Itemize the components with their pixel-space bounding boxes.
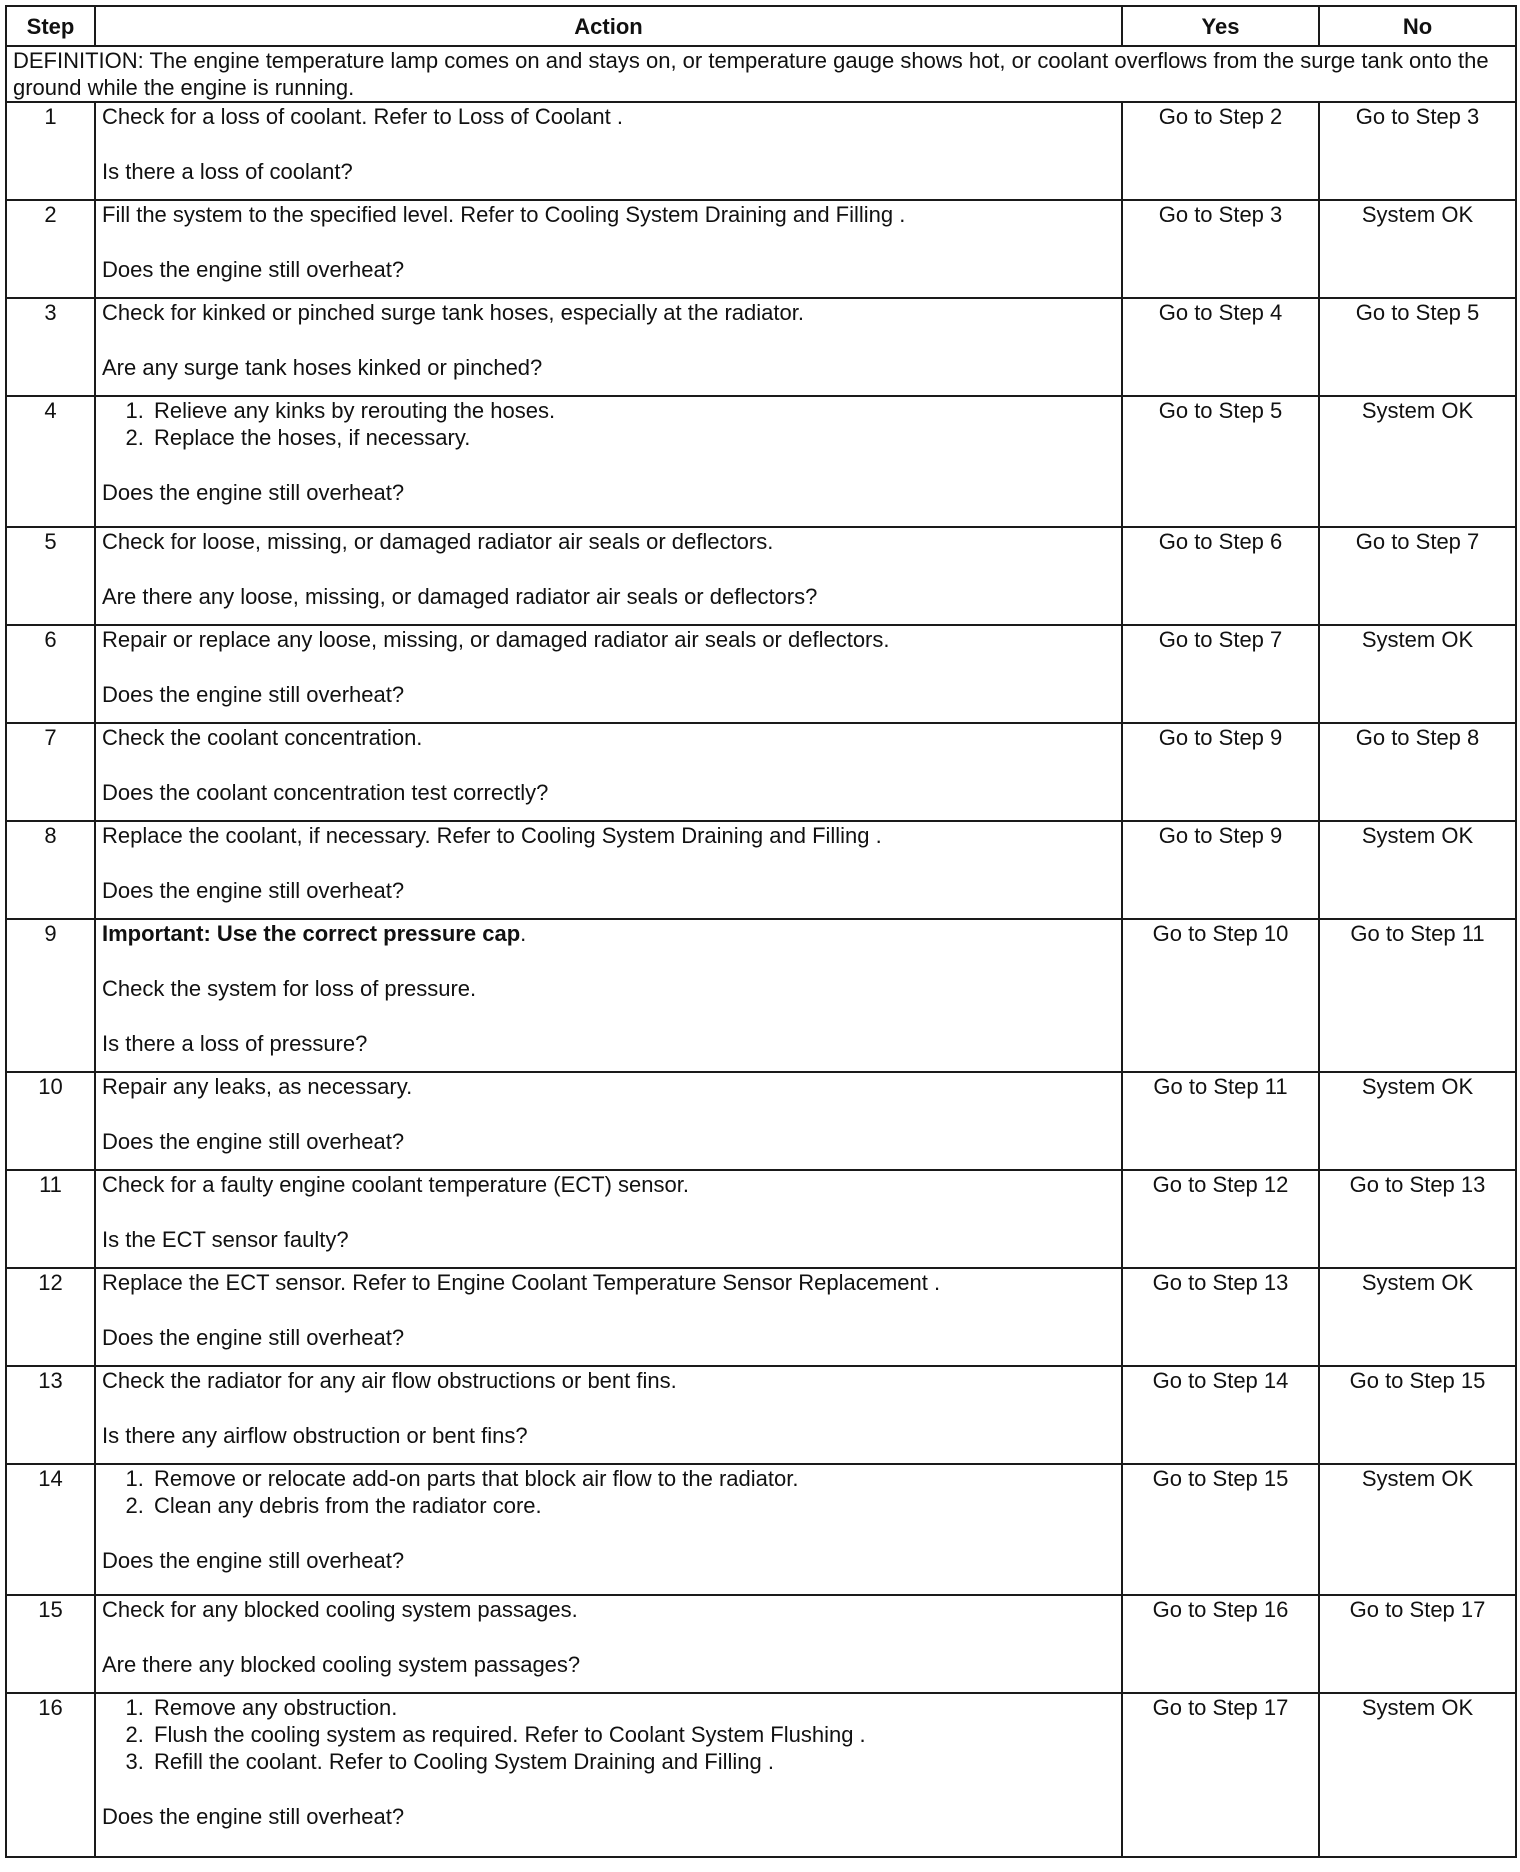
no-result: Go to Step 3 — [1319, 102, 1516, 200]
yes-result: Go to Step 9 — [1122, 723, 1319, 821]
action-cell — [95, 1693, 1122, 1857]
table-row — [6, 396, 1516, 527]
spacer — [102, 326, 1115, 354]
action-question: Are there any loose, missing, or damaged radiator air seals or deflectors? — [102, 584, 818, 609]
spacer — [102, 1002, 1115, 1030]
step-number: 2 — [6, 200, 95, 298]
action-question: Is there any airflow obstruction or bent fins? — [102, 1423, 528, 1448]
action-list-item: 2. Replace the hoses, if necessary. — [150, 424, 1115, 451]
action-question: Does the engine still overheat? — [102, 1548, 405, 1573]
table-row — [6, 1464, 1516, 1595]
spacer — [102, 1775, 1115, 1803]
spacer — [102, 1623, 1115, 1651]
action-question: Does the engine still overheat? — [102, 1804, 405, 1829]
action-list — [102, 397, 1115, 451]
table-row — [6, 1595, 1516, 1693]
spacer — [102, 451, 1115, 479]
spacer — [102, 130, 1115, 158]
table-row — [6, 723, 1516, 821]
no-result: System OK — [1319, 1464, 1516, 1595]
step-number: 10 — [6, 1072, 95, 1170]
table-row — [6, 919, 1516, 1072]
table-row — [6, 1072, 1516, 1170]
step-number: 16 — [6, 1693, 95, 1857]
step-number: 3 — [6, 298, 95, 396]
header-no: No — [1319, 6, 1516, 46]
action-cell — [95, 1464, 1122, 1595]
yes-result: Go to Step 2 — [1122, 102, 1319, 200]
action-question: Does the engine still overheat? — [102, 1325, 405, 1350]
table-row — [6, 1170, 1516, 1268]
important-note-end: . — [520, 921, 527, 946]
action-list-item: 2. Flush the cooling system as required. Refer to Coolant System Flushing . — [150, 1721, 1115, 1748]
table-row — [6, 527, 1516, 625]
action-instruction: Check for a faulty engine coolant temperature (ECT) sensor. — [102, 1172, 689, 1197]
spacer — [102, 849, 1115, 877]
header-step: Step — [6, 6, 95, 46]
action-question: Does the engine still overheat? — [102, 1129, 405, 1154]
action-question: Is there a loss of coolant? — [102, 159, 353, 184]
action-instruction: Repair or replace any loose, missing, or damaged radiator air seals or deflectors. — [102, 627, 890, 652]
action-question: Is there a loss of pressure? — [102, 1031, 368, 1056]
action-list-item: 1. Relieve any kinks by rerouting the hoses. — [150, 397, 1115, 424]
no-result: Go to Step 17 — [1319, 1595, 1516, 1693]
action-instruction: Check for any blocked cooling system passages. — [102, 1597, 578, 1622]
action-cell — [95, 527, 1122, 625]
step-number: 5 — [6, 527, 95, 625]
step-number: 14 — [6, 1464, 95, 1595]
header-row — [6, 6, 1516, 46]
spacer — [102, 1198, 1115, 1226]
yes-result: Go to Step 16 — [1122, 1595, 1319, 1693]
action-list — [102, 1694, 1115, 1775]
no-result: Go to Step 15 — [1319, 1366, 1516, 1464]
yes-result: Go to Step 15 — [1122, 1464, 1319, 1595]
step-number: 4 — [6, 396, 95, 527]
spacer — [102, 1100, 1115, 1128]
no-result: Go to Step 7 — [1319, 527, 1516, 625]
table-row — [6, 200, 1516, 298]
step-number: 6 — [6, 625, 95, 723]
action-instruction: Check for a loss of coolant. Refer to Loss of Coolant . — [102, 104, 623, 129]
no-result: System OK — [1319, 821, 1516, 919]
action-question: Does the coolant concentration test correctly? — [102, 780, 549, 805]
action-cell — [95, 919, 1122, 1072]
no-result: System OK — [1319, 1693, 1516, 1857]
spacer — [102, 228, 1115, 256]
no-result: Go to Step 11 — [1319, 919, 1516, 1072]
yes-result: Go to Step 14 — [1122, 1366, 1319, 1464]
action-cell — [95, 1268, 1122, 1366]
action-instruction: Check the coolant concentration. — [102, 725, 423, 750]
action-cell — [95, 723, 1122, 821]
action-list-item: 3. Refill the coolant. Refer to Cooling System Draining and Filling . — [150, 1748, 1115, 1775]
action-instruction: Check the radiator for any air flow obstructions or bent fins. — [102, 1368, 677, 1393]
step-number: 7 — [6, 723, 95, 821]
action-cell — [95, 396, 1122, 527]
no-result: Go to Step 8 — [1319, 723, 1516, 821]
action-question: Are there any blocked cooling system passages? — [102, 1652, 581, 1677]
table-row — [6, 821, 1516, 919]
step-number: 12 — [6, 1268, 95, 1366]
no-result: Go to Step 13 — [1319, 1170, 1516, 1268]
action-cell — [95, 1170, 1122, 1268]
diagnostic-table-container — [5, 5, 1517, 1858]
action-question: Does the engine still overheat? — [102, 878, 405, 903]
action-instruction: Check for loose, missing, or damaged radiator air seals or deflectors. — [102, 529, 774, 554]
action-cell — [95, 1072, 1122, 1170]
step-number: 8 — [6, 821, 95, 919]
action-instruction: Replace the ECT sensor. Refer to Engine Coolant Temperature Sensor Replacement . — [102, 1270, 941, 1295]
action-cell — [95, 821, 1122, 919]
yes-result: Go to Step 17 — [1122, 1693, 1319, 1857]
spacer — [102, 1519, 1115, 1547]
step-number: 11 — [6, 1170, 95, 1268]
step-number: 1 — [6, 102, 95, 200]
action-cell — [95, 1366, 1122, 1464]
yes-result: Go to Step 12 — [1122, 1170, 1319, 1268]
yes-result: Go to Step 6 — [1122, 527, 1319, 625]
table-row — [6, 1366, 1516, 1464]
spacer — [102, 1296, 1115, 1324]
action-list-item: 1. Remove any obstruction. — [150, 1694, 1115, 1721]
important-note-text: Important: Use the correct pressure cap — [102, 921, 521, 946]
spacer — [102, 555, 1115, 583]
no-result: System OK — [1319, 1072, 1516, 1170]
no-result: System OK — [1319, 1268, 1516, 1366]
yes-result: Go to Step 9 — [1122, 821, 1319, 919]
table-row — [6, 1693, 1516, 1857]
action-list-item: 1. Remove or relocate add-on parts that block air flow to the radiator. — [150, 1465, 1115, 1492]
no-result: System OK — [1319, 625, 1516, 723]
spacer — [102, 653, 1115, 681]
spacer — [102, 1394, 1115, 1422]
action-question: Does the engine still overheat? — [102, 480, 405, 505]
spacer — [102, 751, 1115, 779]
header-yes: Yes — [1122, 6, 1319, 46]
table-row — [6, 1268, 1516, 1366]
action-cell — [95, 1595, 1122, 1693]
important-note — [102, 920, 1115, 947]
action-instruction: Fill the system to the specified level. Refer to Cooling System Draining and Filling . — [102, 202, 906, 227]
action-cell — [95, 102, 1122, 200]
definition-row — [6, 46, 1516, 102]
action-question: Does the engine still overheat? — [102, 682, 405, 707]
yes-result: Go to Step 4 — [1122, 298, 1319, 396]
yes-result: Go to Step 10 — [1122, 919, 1319, 1072]
action-cell — [95, 625, 1122, 723]
no-result: System OK — [1319, 396, 1516, 527]
table-row — [6, 102, 1516, 200]
yes-result: Go to Step 3 — [1122, 200, 1319, 298]
action-cell — [95, 298, 1122, 396]
no-result: Go to Step 5 — [1319, 298, 1516, 396]
action-list-item: 2. Clean any debris from the radiator core. — [150, 1492, 1115, 1519]
header-action: Action — [95, 6, 1122, 46]
action-question: Are any surge tank hoses kinked or pinched? — [102, 355, 543, 380]
yes-result: Go to Step 5 — [1122, 396, 1319, 527]
action-instruction: Repair any leaks, as necessary. — [102, 1074, 413, 1099]
action-question: Does the engine still overheat? — [102, 257, 405, 282]
diagnostic-table — [5, 5, 1517, 1858]
no-result: System OK — [1319, 200, 1516, 298]
step-number: 13 — [6, 1366, 95, 1464]
action-instruction: Check the system for loss of pressure. — [102, 976, 477, 1001]
table-row — [6, 625, 1516, 723]
yes-result: Go to Step 13 — [1122, 1268, 1319, 1366]
action-instruction: Replace the coolant, if necessary. Refer to Cooling System Draining and Filling . — [102, 823, 882, 848]
yes-result: Go to Step 7 — [1122, 625, 1319, 723]
action-cell — [95, 200, 1122, 298]
step-number: 9 — [6, 919, 95, 1072]
definition-text: DEFINITION: The engine temperature lamp comes on and stays on, or temperature gauge shows hot, or coolant overflows from the surge tank onto the ground while the engine is running. — [6, 46, 1516, 102]
yes-result: Go to Step 11 — [1122, 1072, 1319, 1170]
action-instruction: Check for kinked or pinched surge tank hoses, especially at the radiator. — [102, 300, 804, 325]
table-row — [6, 298, 1516, 396]
action-list — [102, 1465, 1115, 1519]
action-question: Is the ECT sensor faulty? — [102, 1227, 349, 1252]
step-number: 15 — [6, 1595, 95, 1693]
spacer — [102, 947, 1115, 975]
